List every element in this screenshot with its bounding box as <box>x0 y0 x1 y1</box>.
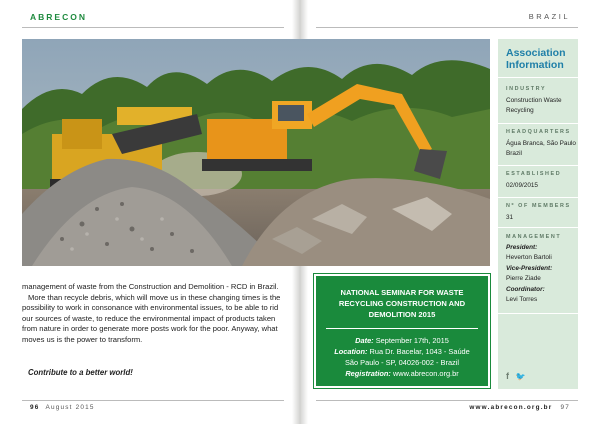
article-paragraph-2: More than recycle debris, which will move us in these changing times is the possibility to work in consonance with environmental issues, to be able to rid our sources of waste, to reduce the environmental impact of products taken from nature in order to generate more posts work for the poor. Anyway, what moves us is the power to transform. <box>22 292 281 344</box>
article-paragraph-1: management of waste from the Construction and Demolition - RCD in Brazil. <box>22 282 279 291</box>
coordinator-label: Coordinator: <box>506 285 545 293</box>
sidebar-divider-1 <box>498 77 578 78</box>
industry-value: Construction Waste Recycling <box>506 97 562 115</box>
sidebar-divider-4 <box>498 197 578 198</box>
sidebar-divider-3 <box>498 165 578 166</box>
seminar-location-line1: Rua Dr. Bacelar, 1043 - Saúde <box>369 346 470 356</box>
established-value: 02/09/2015 <box>506 182 538 189</box>
header-rule-left <box>22 27 284 28</box>
page-number-left: 96 <box>30 404 40 411</box>
seminar-location-line2: São Paulo - SP, 04026-002 - Brazil <box>344 358 460 368</box>
footer-left <box>30 404 95 411</box>
association-info-sidebar <box>498 39 578 389</box>
seminar-registration-link[interactable]: www.abrecon.org.br <box>392 369 459 379</box>
twitter-icon[interactable]: 🐦 <box>515 372 526 381</box>
seminar-divider <box>326 328 478 329</box>
sidebar-divider-2 <box>498 123 578 124</box>
headquarters-value: Água Branca, São Paulo Brazil <box>506 140 576 158</box>
president-label: President: <box>506 244 538 251</box>
sidebar-divider-5 <box>498 227 578 228</box>
members-label: Nº OF MEMBERS <box>506 203 571 209</box>
brand-name: ABRECON <box>30 12 87 22</box>
sidebar-title <box>506 48 566 71</box>
coordinator-value: Levi Torres <box>506 296 538 304</box>
footer-rule-right <box>316 400 578 401</box>
footer-website[interactable]: www.abrecon.org.br <box>469 404 553 411</box>
excavator-photo-illustration <box>22 39 490 266</box>
seminar-date <box>316 335 488 346</box>
management-label: MANAGEMENT <box>506 234 562 240</box>
seminar-registration <box>316 368 488 379</box>
sidebar-title-line1: Association <box>506 47 566 59</box>
members-value: 31 <box>506 214 514 221</box>
recycling-site-photo <box>22 39 490 266</box>
social-links <box>506 371 525 381</box>
seminar-location-label: Location: <box>334 346 368 356</box>
president-value: Heverton Bartoli <box>506 254 552 262</box>
article-slogan: Contribute to a better world! <box>28 368 133 377</box>
vice-president-value: Pierre Ziade <box>506 275 541 283</box>
country-label: BRAZIL <box>528 12 570 21</box>
footer-rule-left <box>22 400 284 401</box>
established-label: ESTABLISHED <box>506 171 562 177</box>
seminar-location <box>316 346 488 357</box>
seminar-title: NATIONAL SEMINAR FOR WASTE RECYCLING CONSTRUCTION AND DEMOLITION 2015 <box>338 288 466 320</box>
industry-label: INDUSTRY <box>506 86 547 92</box>
article-body <box>22 282 290 346</box>
management-list <box>506 243 576 305</box>
issue-month: August 2015 <box>45 404 95 411</box>
header-rule-right <box>316 27 578 28</box>
seminar-registration-label: Registration: <box>345 369 391 379</box>
sidebar-divider-6 <box>498 313 578 314</box>
sidebar-title-line2: Information <box>506 58 564 71</box>
seminar-box <box>314 274 490 388</box>
seminar-date-label: Date: <box>355 335 374 345</box>
seminar-date-value: September 17th, 2015 <box>375 335 449 345</box>
vice-president-label: Vice-President: <box>506 264 553 272</box>
page-number-right: 97 <box>560 404 570 411</box>
facebook-icon[interactable]: f <box>506 371 509 381</box>
footer-right <box>469 404 570 411</box>
headquarters-label: HEADQUARTERS <box>506 129 571 135</box>
